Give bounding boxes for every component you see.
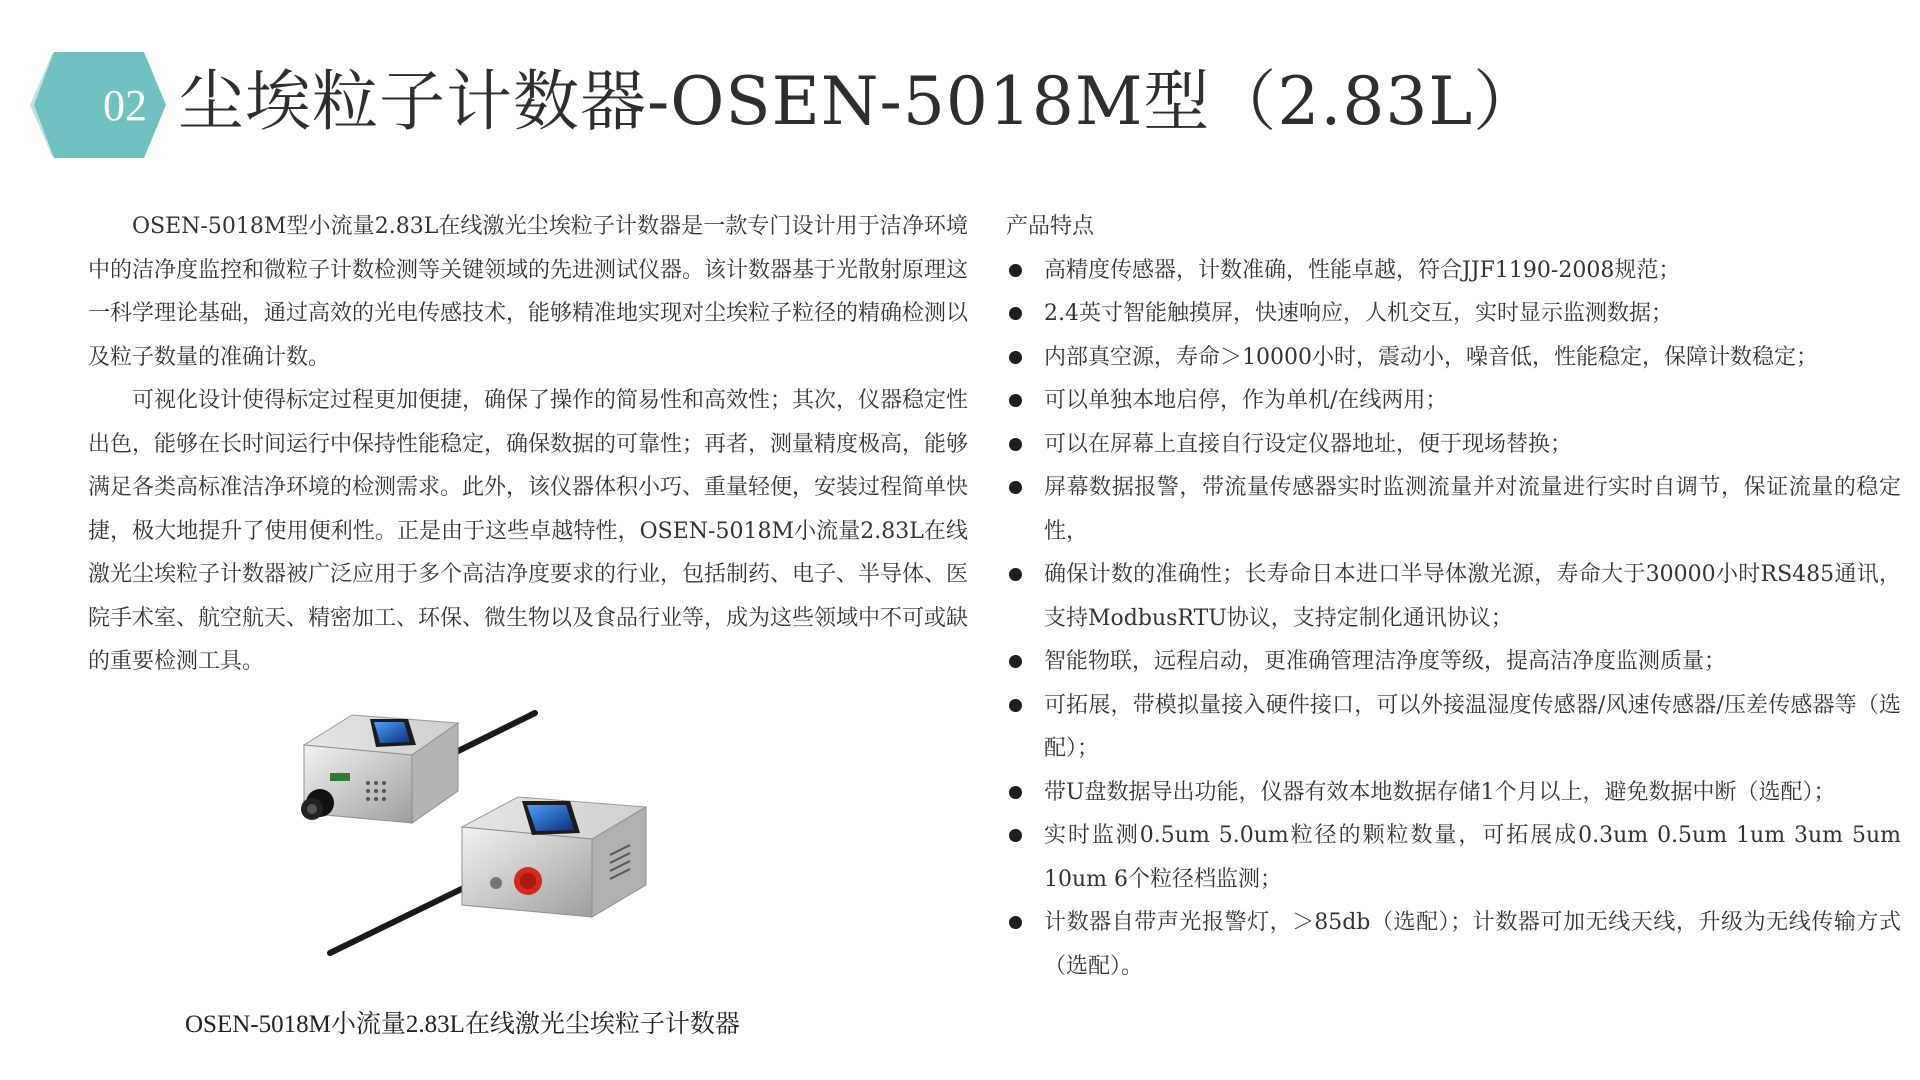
- feature-text: 计数器自带声光报警灯，＞85db（选配）；计数器可加无线天线，升级为无线传输方式（选配）。: [1044, 910, 1901, 979]
- bullet-icon: [1009, 264, 1022, 277]
- page-title: 尘埃粒子计数器-OSEN-5018M型（2.83L）: [178, 63, 1541, 140]
- feature-text: 可以在屏幕上直接自行设定仪器地址，便于现场替换；: [1044, 431, 1573, 457]
- feature-item: [1006, 901, 1901, 988]
- intro-text: [88, 205, 968, 684]
- feature-item: [1006, 466, 1901, 553]
- features-section: [1006, 205, 1901, 988]
- bullet-icon: [1009, 699, 1022, 712]
- feature-item: [1006, 292, 1901, 336]
- bullet-icon: [1009, 307, 1022, 320]
- bullet-icon: [1009, 481, 1022, 494]
- counter-device-2: [330, 797, 646, 953]
- feature-text: 2.4英寸智能触摸屏，快速响应，人机交互，实时显示监测数据；: [1044, 301, 1673, 326]
- bullet-icon: [1009, 829, 1022, 842]
- feature-text: 内部真空源，寿命＞10000小时，震动小，噪音低，性能稳定，保障计数稳定；: [1044, 344, 1818, 370]
- feature-item: [1006, 423, 1901, 467]
- feature-item: [1006, 553, 1901, 640]
- bullet-icon: [1009, 568, 1022, 581]
- feature-item: [1006, 640, 1901, 684]
- feature-text: 实时监测0.5um 5.0um粒径的颗粒数量，可拓展成0.3um 0.5um 1um 3um 5um 10um 6个粒径档监测；: [1044, 823, 1901, 892]
- section-badge: [28, 46, 168, 164]
- feature-item: [1006, 771, 1901, 815]
- bullet-icon: [1009, 786, 1022, 799]
- bullet-icon: [1009, 655, 1022, 668]
- section-number: 02: [103, 81, 147, 130]
- feature-text: 屏幕数据报警，带流量传感器实时监测流量并对流量进行实时自调节，保证流量的稳定性，: [1044, 475, 1901, 544]
- feature-list: [1006, 249, 1901, 989]
- feature-item: [1006, 336, 1901, 380]
- feature-item: [1006, 379, 1901, 423]
- feature-item: [1006, 249, 1901, 293]
- intro-paragraph-2: 可视化设计使得标定过程更加便捷，确保了操作的简易性和高效性；其次，仪器稳定性出色，能够在长时间运行中保持性能稳定，确保数据的可靠性；再者，测量精度极高，能够满足各类高标准洁净环境的检测需求。此外，该仪器体积小巧、重量轻便，安装过程简单快捷，极大地提升了使用便利性。正是由于这些卓越特性，OSEN-5018M小流量2.83L在线激光尘埃粒子计数器被广泛应用于多个高洁净度要求的行业，包括制药、电子、半导体、医院手术室、航空航天、精密加工、环保、微生物以及食品行业等，成为这些领域中不可或缺的重要检测工具。: [88, 388, 969, 674]
- bullet-icon: [1009, 394, 1022, 407]
- bullet-icon: [1009, 438, 1022, 451]
- feature-text: 带U盘数据导出功能，仪器有效本地数据存储1个月以上，避免数据中断（选配）；: [1044, 779, 1836, 805]
- product-image: [290, 705, 690, 965]
- feature-text: 可拓展，带模拟量接入硬件接口，可以外接温湿度传感器/风速传感器/压差传感器等（选配）；: [1044, 692, 1901, 761]
- feature-item: [1006, 684, 1901, 771]
- bullet-icon: [1009, 916, 1022, 929]
- feature-text: 高精度传感器，计数准确，性能卓越，符合JJF1190-2008规范；: [1044, 257, 1681, 283]
- intro-paragraph-1: OSEN-5018M型小流量2.83L在线激光尘埃粒子计数器是一款专门设计用于洁净环境中的洁净度监控和微粒子计数检测等关键领域的先进测试仪器。该计数器基于光散射原理这一科学理论基础，通过高效的光电传感技术，能够精准地实现对尘埃粒子粒径的精确检测以及粒子数量的准确计数。: [88, 214, 969, 370]
- feature-text: 智能物联，远程启动，更准确管理洁净度等级，提高洁净度监测质量；: [1044, 649, 1727, 674]
- feature-text: 可以单独本地启停，作为单机/在线两用；: [1044, 388, 1448, 413]
- feature-text: 确保计数的准确性；长寿命日本进口半导体激光源，寿命大于30000小时RS485通讯，支持ModbusRTU协议，支持定制化通讯协议；: [1044, 562, 1901, 631]
- feature-item: [1006, 814, 1901, 901]
- bullet-icon: [1009, 351, 1022, 364]
- figure-caption: OSEN-5018M小流量2.83L在线激光尘埃粒子计数器: [185, 1011, 740, 1038]
- features-title: 产品特点: [1006, 214, 1095, 239]
